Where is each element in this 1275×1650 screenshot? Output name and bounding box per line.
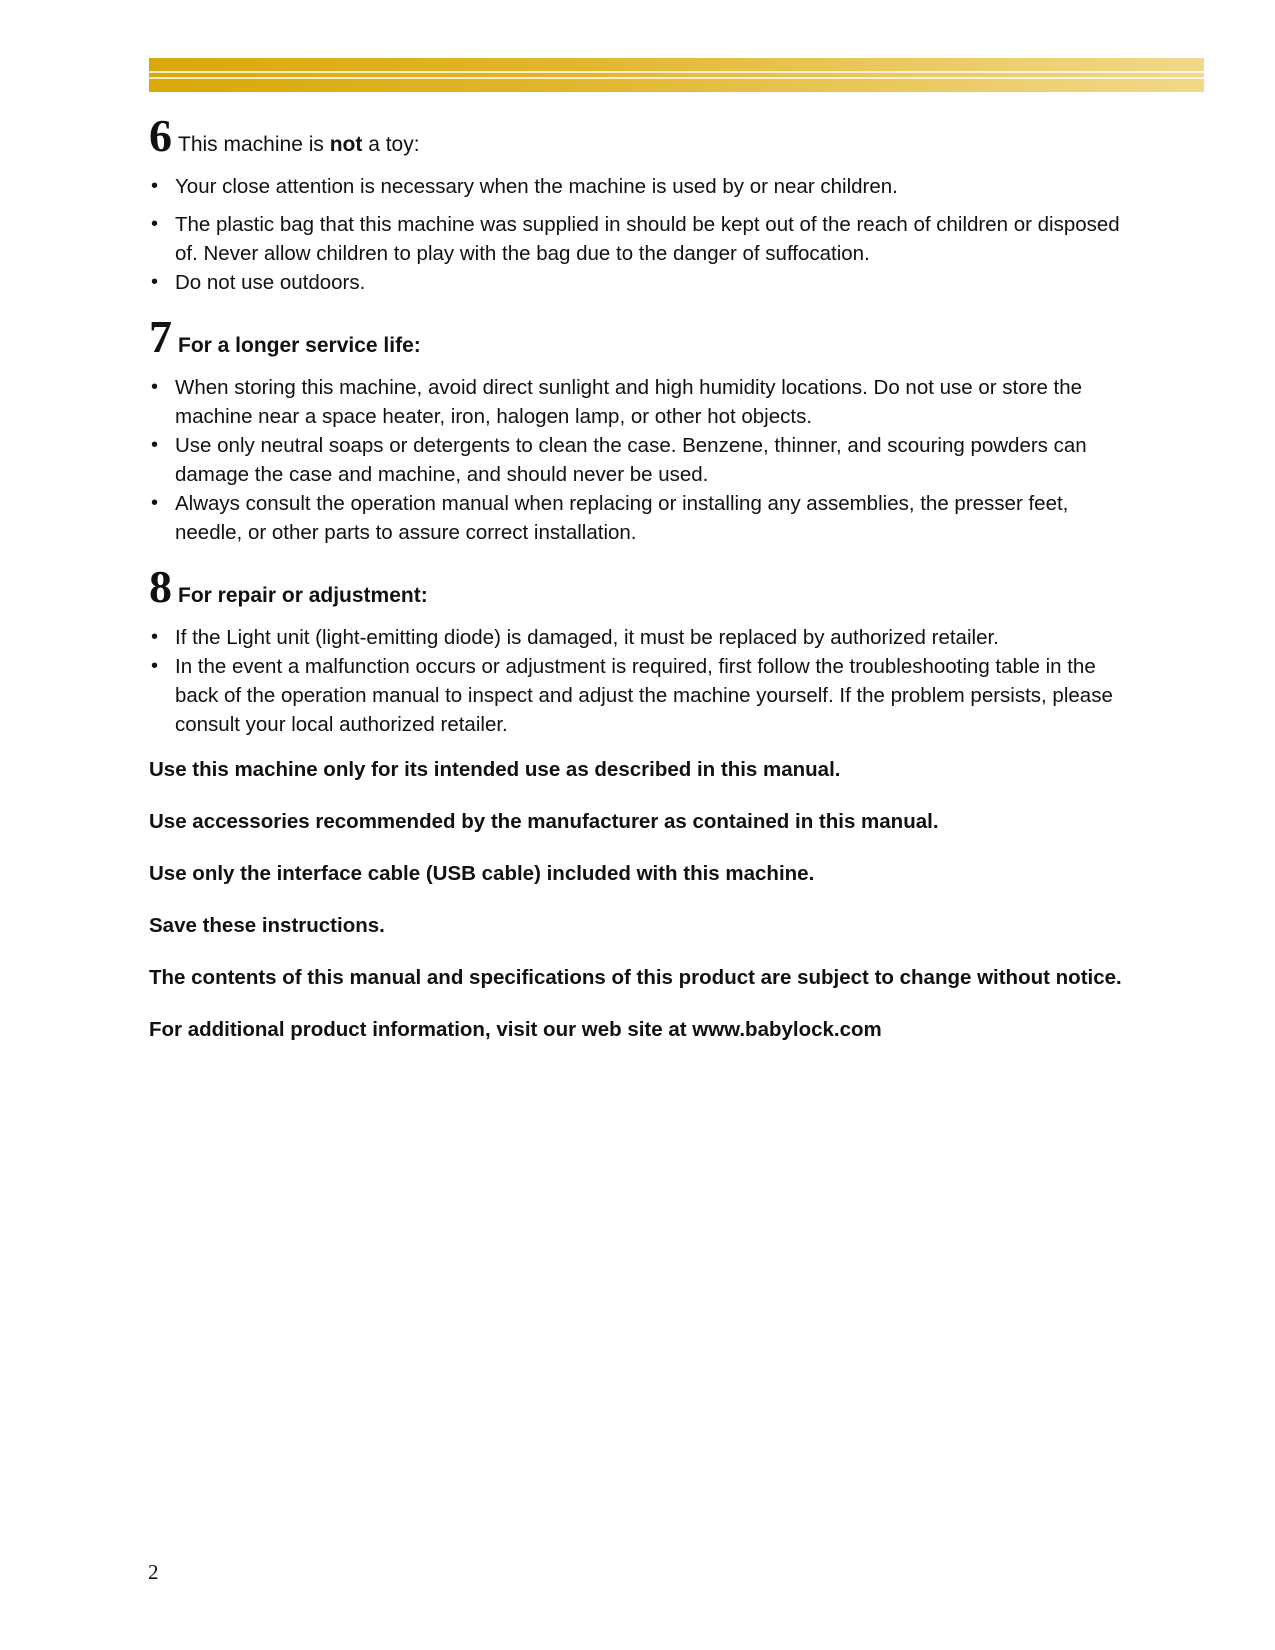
section-title (178, 133, 420, 157)
closing-notes (149, 755, 1139, 1044)
note-save-instructions: Save these instructions. (149, 914, 385, 937)
section-number: 6 (149, 110, 172, 161)
note-interface-cable: Use only the interface cable (USB cable) included with this machine. (149, 862, 815, 885)
section-title: For a longer service life: (178, 334, 421, 357)
section-8 (149, 563, 1139, 739)
header-bar-stripe (149, 71, 1204, 73)
list-item: • Always consult the operation manual when replacing or installing any assemblies, the presser feet, needle, or other parts to assure correct installation. (149, 489, 1139, 547)
list-item: • Your close attention is necessary when the machine is used by or near children. (149, 172, 1139, 201)
note-website: For additional product information, visit our web site at www.babylock.com (149, 1018, 882, 1041)
header-bar-stripe (149, 77, 1204, 79)
section-6 (149, 112, 1139, 297)
note-intended-use: Use this machine only for its intended use as described in this manual. (149, 758, 841, 781)
bullet-list (149, 373, 1139, 547)
list-item: • Do not use outdoors. (149, 268, 1139, 297)
list-item: • In the event a malfunction occurs or adjustment is required, first follow the troubleshooting table in the back of the operation manual to inspect and adjust the machine yourself. If the problem persists, please consult your local authorized retailer. (149, 652, 1139, 739)
section-title-text: a toy: (362, 133, 420, 156)
note-accessories: Use accessories recommended by the manufacturer as contained in this manual. (149, 810, 939, 833)
list-item: • The plastic bag that this machine was supplied in should be kept out of the reach of children or disposed of. Never allow children to play with the bag due to the danger of suffocation. (149, 210, 1139, 268)
page-content (149, 112, 1139, 1067)
list-item: • Use only neutral soaps or detergents to clean the case. Benzene, thinner, and scouring powders can damage the case and machine, and should never be used. (149, 431, 1139, 489)
section-heading (149, 563, 1139, 611)
section-number: 8 (149, 561, 172, 612)
section-title: For repair or adjustment: (178, 584, 428, 607)
section-heading (149, 112, 1139, 160)
page-number: 2 (148, 1560, 159, 1584)
section-title-text: This machine is (178, 133, 330, 156)
section-heading (149, 313, 1139, 361)
section-title-emphasis: not (329, 133, 363, 156)
list-item: • When storing this machine, avoid direct sunlight and high humidity locations. Do not use or store the machine near a space heater, iron, halogen lamp, or other hot objects. (149, 373, 1139, 431)
section-number: 7 (149, 311, 172, 362)
section-7 (149, 313, 1139, 547)
header-bar (149, 58, 1204, 92)
bullet-list (149, 623, 1139, 739)
note-subject-to-change: The contents of this manual and specifications of this product are subject to change without notice. (149, 966, 1122, 989)
list-item: • If the Light unit (light-emitting diode) is damaged, it must be replaced by authorized retailer. (149, 623, 1139, 652)
bullet-list (149, 172, 1139, 297)
